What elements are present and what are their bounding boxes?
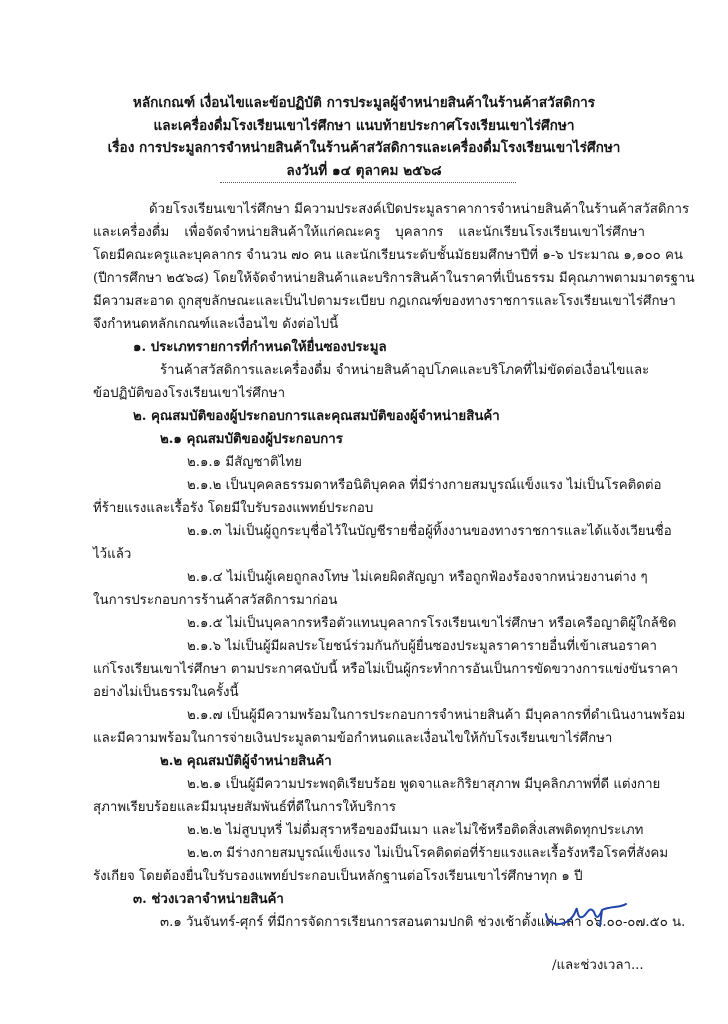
item-2-1-5: ๒.๑.๕ ไม่เป็นบุคลากรหรือตัวแทนบุคลากรโรงเรียนเขาไร่ศึกษา หรือเครือญาติผู้ใกล้ชิด xyxy=(187,616,677,631)
intro-line: และเครื่องดื่ม เพื่อจัดจำหน่ายสินค้าให้แก่คณะครู บุคลากร และนักเรียนโรงเรียนเขาไร่ศึกษา xyxy=(93,225,645,240)
title-line-3: เรื่อง การประมูลการจำหน่ายสินค้าในร้านค้าสวัสดิการและเครื่องดื่มโรงเรียนเขาไร่ศึกษา xyxy=(107,140,621,156)
section-1-heading: ๑. ประเภทรายการที่กำหนดให้ยื่นซองประมูล xyxy=(133,340,387,355)
section-1-body: ร้านค้าสวัสดิการและเครื่องดื่ม จำหน่ายสินค้าอุปโภคและบริโภคที่ไม่ขัดต่อเงื่อนไขและ xyxy=(160,363,650,378)
handwritten-signature xyxy=(540,892,630,932)
title-date: ลงวันที่ ๑๔ ตุลาคม ๒๕๖๘ xyxy=(286,162,442,179)
item-2-1-3-cont: ไว้แล้ว xyxy=(93,547,132,562)
item-2-2-3: ๒.๒.๓ มีร่างกายสมบูรณ์แข็งแรง ไม่เป็นโรคติดต่อที่ร้ายแรงและเรื้อรังหรือโรคที่สังคม xyxy=(187,846,669,861)
item-3-1: ๓.๑ วันจันทร์-ศุกร์ ที่มีการจัดการเรียนการสอนตามปกติ ช่วงเช้าตั้งแต่เวลา ๐๖.๐๐-๐๗.๕๐ น. xyxy=(160,915,686,930)
item-2-1-7-cont: และมีความพร้อมในการจ่ายเงินประมูลตามข้อกำหนดและเงื่อนไขให้กับโรงเรียนเขาไร่ศึกษา xyxy=(93,731,613,746)
subsection-2-2-heading: ๒.๒ คุณสมบัติผู้จำหน่ายสินค้า xyxy=(160,754,332,769)
item-2-2-2: ๒.๒.๒ ไม่สูบบุหรี่ ไม่ดื่มสุราหรือของมึนเมา และไม่ใช้หรือติดสิ่งเสพติดทุกประเภท xyxy=(187,823,644,838)
title-line-2: และเครื่องดื่มโรงเรียนเขาไร่ศึกษา แนบท้ายประกาศโรงเรียนเขาไร่ศึกษา xyxy=(153,117,575,134)
item-2-2-1: ๒.๒.๑ เป็นผู้มีความประพฤติเรียบร้อย พูดจาและกิริยาสุภาพ มีบุคลิกภาพที่ดี แต่งกาย xyxy=(187,777,661,792)
item-2-1-6-cont: แก่โรงเรียนเขาไร่ศึกษา ตามประกาศฉบับนี้ หรือไม่เป็นผู้กระทำการอันเป็นการขัดขวางการแข่งขันราคา xyxy=(93,662,679,677)
item-2-2-1-cont: สุภาพเรียบร้อยและมีมนุษยสัมพันธ์ที่ดีในการให้บริการ xyxy=(93,800,396,815)
document-title xyxy=(0,92,728,182)
item-2-1-2: ๒.๑.๒ เป็นบุคคลธรรมดาหรือนิติบุคคล ที่มีร่างกายสมบูรณ์แข็งแรง ไม่เป็นโรคติดต่อ xyxy=(187,478,662,493)
subsection-2-1-heading: ๒.๑ คุณสมบัติของผู้ประกอบการ xyxy=(160,432,343,447)
continuation-note: /และช่วงเวลา... xyxy=(552,958,644,973)
intro-line: โดยมีคณะครูและบุคลากร จำนวน ๗๐ คน และนักเรียนระดับชั้นมัธยมศึกษาปีที่ ๑-๖ ประมาณ ๑,๑๐๐ คน xyxy=(93,248,683,263)
item-2-1-6-cont: อย่างไม่เป็นธรรมในครั้งนี้ xyxy=(93,685,239,700)
item-2-2-3-cont: รังเกียจ โดยต้องยื่นใบรับรองแพทย์ประกอบเป็นหลักฐานต่อโรงเรียนเขาไร่ศึกษาทุก ๑ ปี xyxy=(93,869,583,884)
item-2-1-1: ๒.๑.๑ มีสัญชาติไทย xyxy=(187,455,302,470)
item-2-1-4: ๒.๑.๔ ไม่เป็นผู้เคยถูกลงโทษ ไม่เคยผิดสัญญา หรือถูกฟ้องร้องจากหน่วยงานต่าง ๆ xyxy=(187,570,648,585)
section-1-body: ข้อปฏิบัติของโรงเรียนเขาไร่ศึกษา xyxy=(93,386,286,401)
dotted-separator xyxy=(220,182,516,183)
item-2-1-7: ๒.๑.๗ เป็นผู้มีความพร้อมในการประกอบการจำหน่ายสินค้า มีบุคลากรที่ดำเนินงานพร้อม xyxy=(187,708,686,723)
item-2-1-3: ๒.๑.๓ ไม่เป็นผู้ถูกระบุชื่อไว้ในบัญชีรายชื่อผู้ทิ้งงานของทางราชการและได้แจ้งเวียนชื่อ xyxy=(187,524,672,539)
intro-line: จึงกำหนดหลักเกณฑ์และเงื่อนไข ดังต่อไปนี้ xyxy=(93,317,339,332)
item-2-1-6: ๒.๑.๖ ไม่เป็นผู้มีผลประโยชน์ร่วมกันกับผู้ยื่นซองประมูลราคารายอื่นที่เข้าเสนอราคา xyxy=(187,639,657,654)
section-2-heading: ๒. คุณสมบัติของผู้ประกอบการและคุณสมบัติของผู้จำหน่ายสินค้า xyxy=(133,409,500,424)
title-line-1: หลักเกณฑ์ เงื่อนไขและข้อปฏิบัติ การประมูลผู้จำหน่ายสินค้าในร้านค้าสวัสดิการ xyxy=(132,95,596,111)
intro-line: ด้วยโรงเรียนเขาไร่ศึกษา มีความประสงค์เปิดประมูลราคาการจำหน่ายสินค้าในร้านค้าสวัสดิการ xyxy=(149,202,690,217)
intro-line: มีความสะอาด ถูกสุขลักษณะและเป็นไปตามระเบียบ กฎเกณฑ์ของทางราชการและโรงเรียนเขาไร่ศึกษา xyxy=(93,294,676,309)
item-2-1-4-cont: ในการประกอบการร้านค้าสวัสดิการมาก่อน xyxy=(93,593,338,608)
section-3-heading: ๓. ช่วงเวลาจำหน่ายสินค้า xyxy=(133,892,284,907)
intro-line: (ปีการศึกษา ๒๕๖๘) โดยให้จัดจำหน่ายสินค้าและบริการสินค้าในราคาที่เป็นธรรม มีคุณภาพตามมาตรฐาน xyxy=(93,271,695,286)
item-2-1-2-cont: ที่ร้ายแรงและเรื้อรัง โดยมีใบรับรองแพทย์ประกอบ xyxy=(93,501,374,516)
